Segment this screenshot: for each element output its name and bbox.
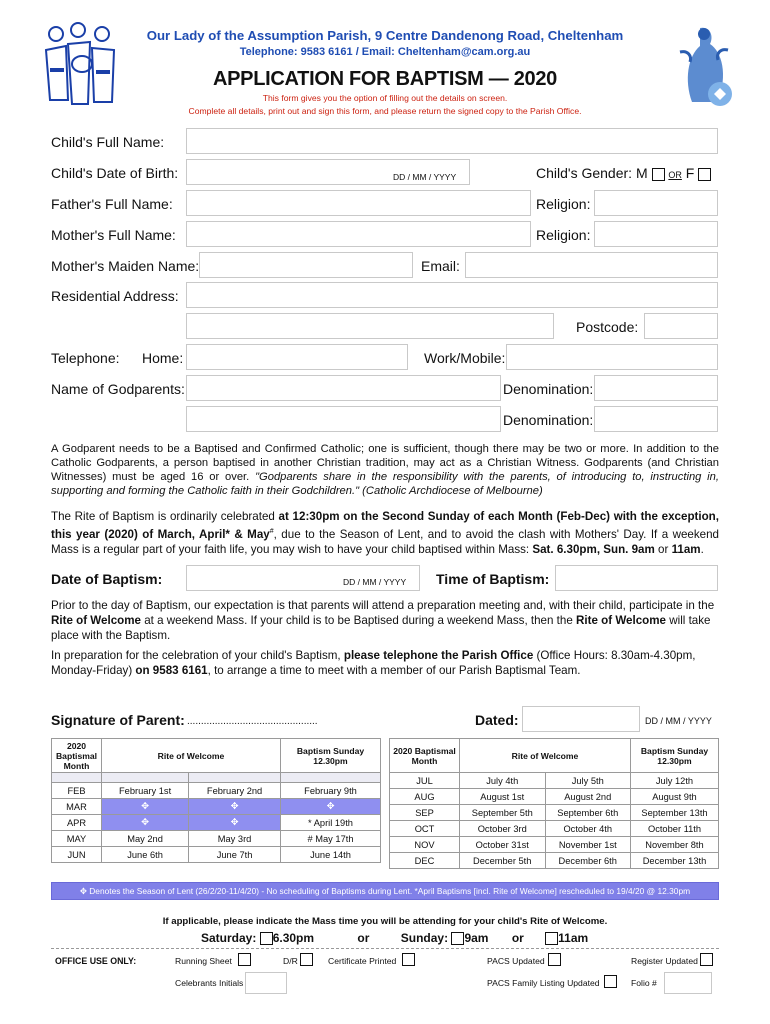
rite-eleven: 11am [671, 542, 701, 556]
godparents-label: Name of Godparents: [51, 381, 185, 397]
office-use-label: OFFICE USE ONLY: [55, 956, 137, 966]
schedule-month: AUG [390, 789, 460, 805]
rite-hash: # [269, 528, 274, 535]
child-name-field[interactable] [186, 128, 718, 154]
schedule-welcome-sun: August 2nd [545, 789, 631, 805]
sunday-11am-checkbox[interactable] [545, 932, 558, 945]
pacs-family-label: PACS Family Listing Updated [487, 978, 600, 988]
schedule-welcome-sun: July 5th [545, 773, 631, 789]
celebrants-field[interactable] [245, 972, 287, 994]
schedule-welcome-sat: August 1st [460, 789, 546, 805]
prep-telephone-office: please telephone the Parish Office [343, 649, 534, 662]
baptism-time-label: Time of Baptism: [436, 571, 550, 587]
celebrants-label: Celebrants Initials [175, 978, 244, 988]
address-field-2[interactable] [186, 313, 554, 339]
prep-text-2a: In preparation for the celebration of your child's Baptism, [51, 649, 341, 662]
pacs-updated-label: PACS Updated [487, 956, 545, 966]
schedule-month: MAR [52, 799, 102, 815]
or-1: or [357, 931, 370, 945]
dated-field[interactable] [522, 706, 640, 732]
schedule-header-month: 2020 Baptismal Month [52, 739, 102, 773]
table-row [52, 815, 381, 831]
sunday-11am-label: 11am [558, 931, 589, 945]
maiden-name-field[interactable] [199, 252, 413, 278]
prep-rite-welcome-1: Rite of Welcome [51, 614, 141, 627]
baptism-time-field[interactable] [555, 565, 718, 591]
table-row [390, 805, 719, 821]
parish-address: Our Lady of the Assumption Parish, 9 Centre Dandenong Road, Cheltenham [146, 28, 624, 43]
denomination-1-field[interactable] [594, 375, 718, 401]
denomination-2-label: Denomination: [503, 412, 594, 428]
father-religion-field[interactable] [594, 190, 718, 216]
father-religion-label: Religion: [536, 196, 591, 212]
child-name-label: Child's Full Name: [51, 134, 165, 150]
dated-label: Dated: [475, 712, 519, 728]
work-phone-label: Work/Mobile: [424, 350, 506, 366]
schedule-welcome-sun: November 1st [545, 837, 631, 853]
schedule-welcome-sat: October 3rd [460, 821, 546, 837]
dr-label: D/R [283, 956, 298, 966]
schedule-month: OCT [390, 821, 460, 837]
pacs-updated-checkbox[interactable] [548, 953, 561, 966]
work-phone-field[interactable] [506, 344, 718, 370]
prep-phone-number: on 9583 6161 [135, 664, 208, 677]
intro-line-1: This form gives you the option of filling out the details on screen. [262, 93, 508, 103]
schedule-welcome-sun: December 6th [545, 853, 631, 869]
schedule-welcome-sun: June 7th [189, 847, 281, 863]
rite-text-rest: , due to the Season of Lent, and to avoid the clash with Mothers' Day. If a weekend Mass is a regular part of your faith life, you may wish to have your child baptised within Mass: [51, 527, 719, 556]
schedule-welcome-sat: December 5th [460, 853, 546, 869]
schedule-baptism-sunday: November 8th [631, 837, 719, 853]
godparent-note [51, 442, 719, 498]
mother-religion-field[interactable] [594, 221, 718, 247]
email-label: Email: [421, 258, 460, 274]
table-row [390, 773, 719, 789]
address-label: Residential Address: [51, 288, 179, 304]
home-phone-field[interactable] [186, 344, 408, 370]
baptism-date-label: Date of Baptism: [51, 571, 163, 587]
running-sheet-label: Running Sheet [175, 956, 232, 966]
rite-text-bold: at 12:30pm on the Second Sunday of each Month (Feb-Dec) with the exception, this year (2020) of March, April* & May [51, 510, 719, 541]
prep-paragraph-2 [51, 648, 719, 678]
schedule-month: DEC [390, 853, 460, 869]
schedule-month: JUN [52, 847, 102, 863]
postcode-field[interactable] [644, 313, 718, 339]
saturday-630-label: 6.30pm [272, 931, 315, 945]
schedule-month: FEB [52, 783, 102, 799]
schedule-welcome-sat: July 4th [460, 773, 546, 789]
schedule-baptism-sunday: June 14th [281, 847, 381, 863]
rite-end: . [700, 542, 704, 556]
table-row [390, 821, 719, 837]
rite-text-1: The Rite of Baptism is ordinarily celebrated [51, 510, 275, 523]
schedule-month: MAY [52, 831, 102, 847]
folio-label: Folio # [631, 978, 657, 988]
child-dob-label: Child's Date of Birth: [51, 165, 179, 181]
schedule-month: JUL [390, 773, 460, 789]
rite-or: or [658, 542, 669, 556]
schedule-welcome-sun: September 6th [545, 805, 631, 821]
schedule-welcome-sat: February 1st [102, 783, 189, 799]
gender-m-checkbox[interactable] [652, 168, 665, 181]
godparent-1-field[interactable] [186, 375, 501, 401]
prep-text-1c: at a weekend Mass. If your child is to be Baptised during a weekend Mass, then the [144, 614, 573, 627]
gender-m-label: Child's Gender: M [536, 165, 648, 181]
godparent-2-field[interactable] [186, 406, 501, 432]
schedule-baptism-sunday: # May 17th [281, 831, 381, 847]
table-row [52, 831, 381, 847]
saturday-label: Saturday: [201, 931, 257, 945]
schedule-welcome-sat: ✥ [102, 799, 189, 815]
sunday-9am-label: 9am [464, 931, 489, 945]
mother-name-field[interactable] [186, 221, 531, 247]
sunday-9am-checkbox[interactable] [451, 932, 464, 945]
schedule-baptism-sunday: September 13th [631, 805, 719, 821]
maiden-name-label: Mother's Maiden Name: [51, 258, 200, 274]
denomination-1-label: Denomination: [503, 381, 594, 397]
schedule-month: NOV [390, 837, 460, 853]
mother-religion-label: Religion: [536, 227, 591, 243]
postcode-label: Postcode: [576, 319, 639, 335]
prep-text-2e: , to arrange a time to meet with a member of our Parish Baptismal Team. [207, 664, 581, 677]
table-row [52, 783, 381, 799]
schedule-baptism-sunday: * April 19th [281, 815, 381, 831]
schedule-welcome-sun: May 3rd [189, 831, 281, 847]
schedule-baptism-sunday: February 9th [281, 783, 381, 799]
gender-f-checkbox[interactable] [698, 168, 711, 181]
mass-time-options [201, 931, 588, 945]
lent-note-text: ✥ Denotes the Season of Lent (26/2/20-11/4/20) - No scheduling of Baptisms during Lent. *April Baptisms [incl. Rite of Welcome] rescheduled to 19/4/20 @ 12.30pm [79, 886, 691, 896]
gender-f-label: F [685, 165, 695, 181]
father-name-field[interactable] [186, 190, 531, 216]
schedule-header-welcome: Rite of Welcome [460, 739, 631, 773]
parish-contact: Telephone: 9583 6161 / Email: Cheltenham@cam.org.au [239, 46, 531, 58]
schedule-welcome-sun: October 4th [545, 821, 631, 837]
schedule-baptism-sunday: ✥ [281, 799, 381, 815]
table-row [52, 799, 381, 815]
rite-mass-times: Sat. 6.30pm, Sun. 9am [532, 542, 655, 556]
signature-line[interactable]: ............................................... [187, 716, 318, 727]
schedule-baptism-sunday: August 9th [631, 789, 719, 805]
prep-office-hours: (Office Hours: 8.30am-4.30pm, Monday-Friday) [51, 649, 696, 677]
schedule-welcome-sun: ✥ [189, 815, 281, 831]
godparent-note-quote: "Godparents share in the responsibility with the parents, of introducing to, instructing in, supporting and forming the Catholic faith in their Godchildren." (Catholic Archdiocese of Melbourne) [51, 471, 720, 497]
schedule-welcome-sat: September 5th [460, 805, 546, 821]
gender-or: OR [668, 170, 682, 180]
register-updated-label: Register Updated [631, 956, 698, 966]
schedule-header-welcome: Rite of Welcome [102, 739, 281, 773]
address-field-1[interactable] [186, 282, 718, 308]
pacs-family-checkbox[interactable] [604, 975, 617, 988]
schedule-header-sunday: Baptism Sunday 12.30pm [631, 739, 719, 773]
father-name-label: Father's Full Name: [51, 196, 173, 212]
prep-paragraph-1 [51, 598, 719, 643]
schedule-baptism-sunday: July 12th [631, 773, 719, 789]
rite-paragraph [51, 509, 719, 557]
saturday-630-checkbox[interactable] [260, 932, 273, 945]
schedule-welcome-sat: May 2nd [102, 831, 189, 847]
folio-field[interactable] [664, 972, 712, 994]
email-field[interactable] [465, 252, 718, 278]
prep-text-1e: will take place with the Baptism. [51, 614, 711, 642]
divider [51, 948, 719, 949]
prep-text-1a: Prior to the day of Baptism, our expectation is that parents will attend a preparation meeting and, with their child, participate in the [51, 599, 715, 612]
schedule-table-right [389, 738, 719, 869]
schedule-header-month: 2020 Baptismal Month [390, 739, 460, 773]
register-updated-checkbox[interactable] [700, 953, 713, 966]
home-phone-label: Home: [142, 350, 184, 366]
running-sheet-checkbox[interactable] [238, 953, 251, 966]
certificate-label: Certificate Printed [328, 956, 397, 966]
mother-name-label: Mother's Full Name: [51, 227, 176, 243]
schedule-welcome-sat: October 31st [460, 837, 546, 853]
page-title: APPLICATION FOR BAPTISM — 2020 [212, 68, 557, 90]
schedule-baptism-sunday: October 11th [631, 821, 719, 837]
mass-time-question: If applicable, please indicate the Mass time you will be attending for your child's Rite of Welcome. [162, 916, 608, 927]
schedule-table-left [51, 738, 381, 863]
schedule-header-sunday: Baptism Sunday 12.30pm [281, 739, 381, 773]
schedule-welcome-sat: ✥ [102, 815, 189, 831]
signature-label: Signature of Parent: [51, 712, 185, 728]
telephone-label: Telephone: [51, 350, 120, 366]
table-row [390, 789, 719, 805]
godparent-note-text: A Godparent needs to be a Baptised and Confirmed Catholic; one is sufficient, though there may be two or more. In addition to the Catholic Godparents, a person baptised in another Christian tradition, may act as a Christian Witness. Godparents (and Christian Witnesses) must be aged 16 or over. [51, 443, 719, 483]
table-row [390, 853, 719, 869]
schedule-month: SEP [390, 805, 460, 821]
schedule-welcome-sun: February 2nd [189, 783, 281, 799]
schedule-month: APR [52, 815, 102, 831]
denomination-2-field[interactable] [594, 406, 718, 432]
baptism-date-hint: DD / MM / YYYY [343, 577, 407, 587]
schedule-welcome-sun: ✥ [189, 799, 281, 815]
table-row [390, 837, 719, 853]
dr-checkbox[interactable] [300, 953, 313, 966]
intro-line-2: Complete all details, print out and sign this form, and please return the signed copy to the Parish Office. [188, 106, 582, 116]
gender-label [536, 165, 711, 181]
certificate-checkbox[interactable] [402, 953, 415, 966]
sunday-label: Sunday: [400, 931, 449, 945]
schedule-baptism-sunday: December 13th [631, 853, 719, 869]
dob-hint: DD / MM / YYYY [393, 172, 457, 182]
or-2: or [511, 931, 524, 945]
dated-hint: DD / MM / YYYY [645, 716, 712, 726]
schedule-welcome-sat: June 6th [102, 847, 189, 863]
prep-rite-welcome-2: Rite of Welcome [576, 614, 667, 627]
table-row [52, 847, 381, 863]
